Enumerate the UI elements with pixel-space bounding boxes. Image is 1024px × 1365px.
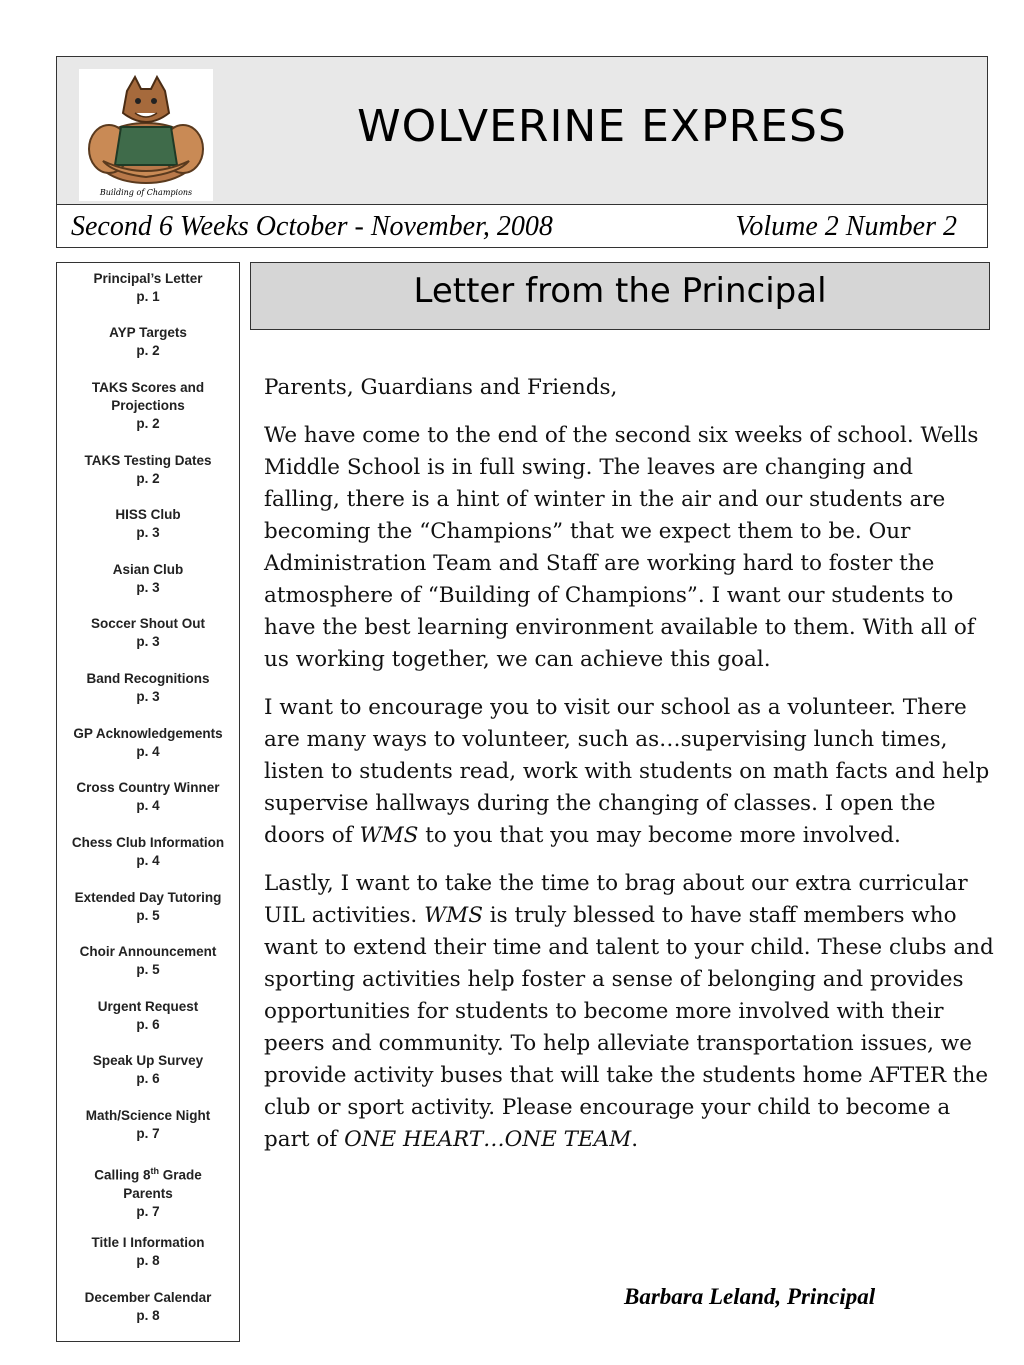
toc-item[interactable]: Speak Up Survey p. 6 bbox=[92, 1053, 204, 1086]
toc-item[interactable]: Title I Information p. 8 bbox=[91, 1235, 205, 1268]
toc-item[interactable]: GP Acknowledgements p. 4 bbox=[73, 726, 223, 759]
salutation: Parents, Guardians and Friends, bbox=[264, 375, 618, 400]
toc-item[interactable]: Calling 8th Grade Parents p. 7 bbox=[94, 1166, 202, 1219]
issue-date: Second 6 Weeks October - November, 2008 bbox=[71, 211, 553, 242]
newsletter-title: WOLVERINE EXPRESS bbox=[357, 101, 847, 152]
toc-item[interactable]: Choir Announcement p. 5 bbox=[79, 944, 217, 977]
section-heading: Letter from the Principal bbox=[413, 271, 827, 311]
wolverine-mascot-icon bbox=[79, 69, 213, 201]
letter-paragraph: I want to encourage you to visit our school as a volunteer. There are many ways to volunteer, such as…supervising lunch times, listen to students read, work with students on math facts and help supervise hallways during the changing of classes. I open the doors of WMS to you that you may become more involved. bbox=[264, 695, 990, 848]
wolverine-mascot-logo bbox=[79, 69, 213, 201]
signature: Barbara Leland, Principal bbox=[624, 1284, 876, 1309]
toc-item[interactable]: Math/Science Night p. 7 bbox=[85, 1108, 211, 1141]
toc-item[interactable]: Extended Day Tutoring p. 5 bbox=[74, 890, 222, 923]
logo-caption: Building of Champions bbox=[99, 188, 193, 197]
toc-item[interactable]: Asian Club p. 3 bbox=[112, 562, 184, 595]
toc-item[interactable]: December Calendar p. 8 bbox=[84, 1290, 212, 1323]
masthead bbox=[56, 56, 988, 248]
issue-volume: Volume 2 Number 2 bbox=[735, 211, 957, 242]
toc-item[interactable]: HISS Club p. 3 bbox=[115, 507, 181, 540]
letter-paragraph: We have come to the end of the second six weeks of school. Wells Middle School is in full swing. The leaves are changing and falling, there is a hint of winter in the air and our students are becoming the “Champions” that we expect them to be. Our Administration Team and Staff are working hard to foster the atmosphere of “Building of Champions”. I want our students to have the best learning environment available to them. With all of us working together, we can achieve this goal. bbox=[264, 423, 979, 672]
toc-item[interactable]: TAKS Testing Dates p. 2 bbox=[84, 453, 212, 486]
masthead-banner bbox=[57, 57, 987, 205]
table-of-contents bbox=[56, 262, 240, 1342]
letter-paragraph: Lastly, I want to take the time to brag about our extra curricular UIL activities. WMS is truly blessed to have staff members who want to extend their time and talent to your child. These clubs and sporting activities help foster a sense of belonging and provides opportunities for students to become more involved with their peers and community. To help alleviate transportation issues, we provide activity buses that will take the students home AFTER the club or sport activity. Please encourage your child to become a part of ONE HEART…ONE TEAM. bbox=[264, 871, 994, 1152]
toc-item[interactable]: Cross Country Winner p. 4 bbox=[76, 780, 220, 813]
section-heading-box bbox=[250, 262, 990, 330]
principal-letter bbox=[264, 372, 994, 1172]
toc-item[interactable]: TAKS Scores and Projections p. 2 bbox=[91, 380, 205, 431]
issue-bar bbox=[57, 205, 987, 247]
toc-item[interactable]: Band Recognitions p. 3 bbox=[86, 671, 210, 704]
toc-item[interactable]: Chess Club Information p. 4 bbox=[71, 835, 225, 868]
toc-item[interactable]: Soccer Shout Out p. 3 bbox=[90, 616, 205, 649]
toc-item[interactable]: Principal’s Letter p. 1 bbox=[93, 271, 203, 304]
toc-item[interactable]: Urgent Request p. 6 bbox=[97, 999, 199, 1032]
toc-item[interactable]: AYP Targets p. 2 bbox=[109, 325, 187, 358]
